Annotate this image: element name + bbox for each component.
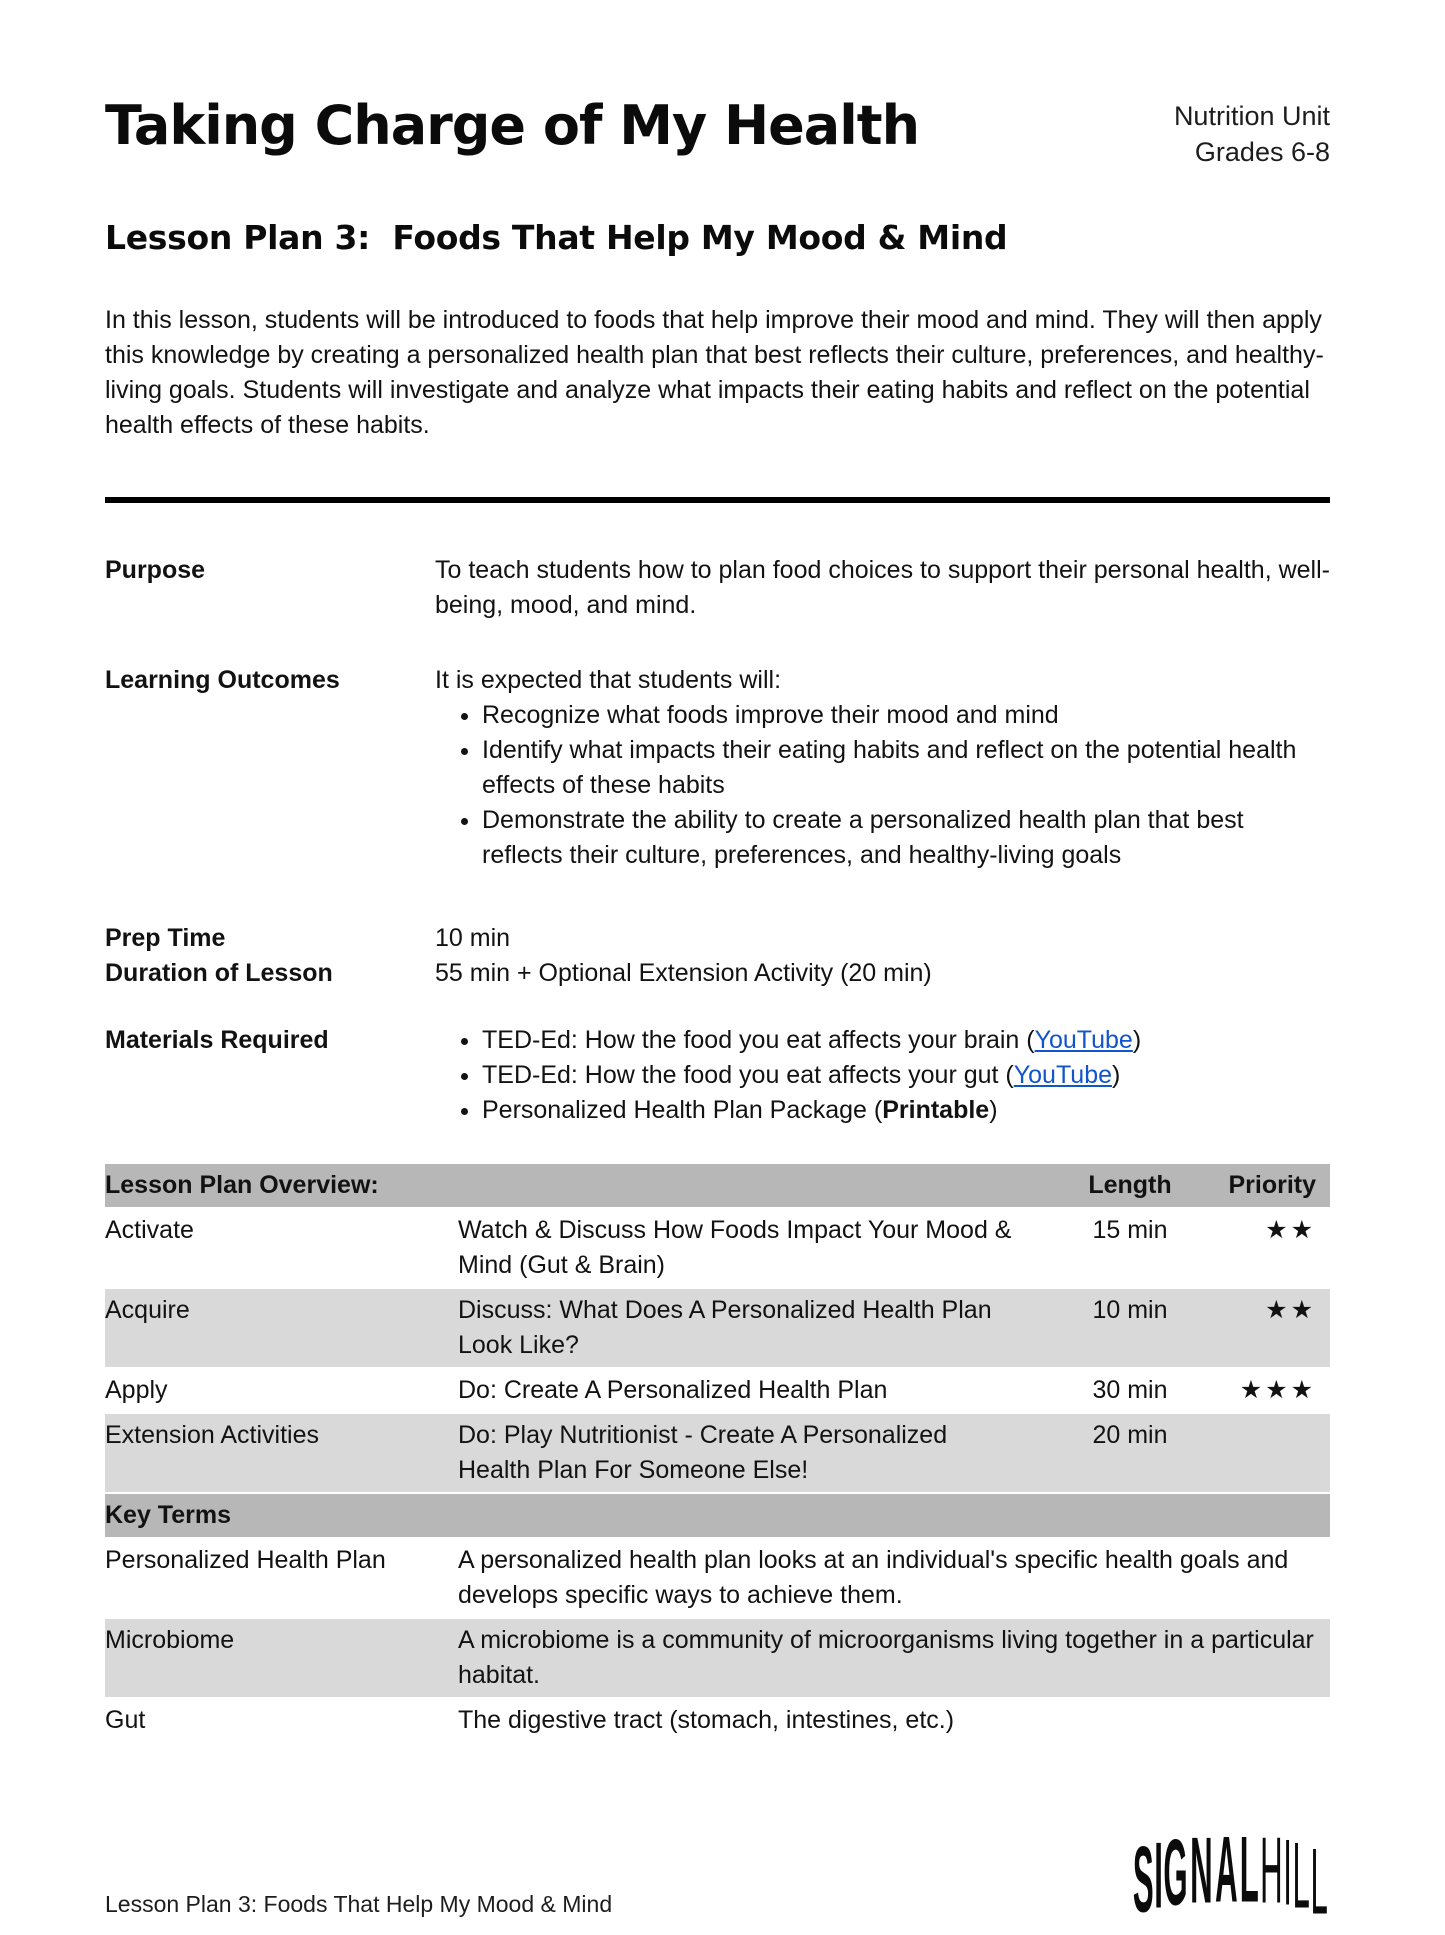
material-text: ) (1132, 1026, 1142, 1055)
unit-block (1174, 98, 1330, 171)
purpose-text: To teach students how to plan food choices to support their personal health, well-being, mood, and mind. (435, 556, 1330, 620)
printable-label: Printable (882, 1096, 990, 1125)
material-item (482, 1093, 1330, 1128)
activity-description: Discuss: What Does A Personalized Health Plan Look Like? (458, 1296, 992, 1360)
overview-row (105, 1367, 1330, 1412)
material-item (482, 1058, 1330, 1093)
youtube-link[interactable]: YouTube (1013, 1061, 1113, 1090)
overview-header-label: Lesson Plan Overview: (105, 1171, 379, 1200)
key-term-row (105, 1617, 1330, 1697)
logo-letter: G (1163, 1822, 1188, 1926)
overview-row (105, 1287, 1330, 1367)
activity-description: Do: Create A Personalized Health Plan (458, 1376, 888, 1405)
prep-time-label: Prep Time (105, 924, 226, 953)
activity-name: Extension Activities (105, 1421, 319, 1450)
material-item (482, 1023, 1330, 1058)
logo-letter: N (1190, 1820, 1213, 1924)
activity-length: 10 min (1092, 1296, 1168, 1325)
priority-column-header: Priority (1228, 1171, 1316, 1200)
logo-letter: H (1260, 1820, 1284, 1924)
page-footer (105, 1819, 1330, 1935)
lesson-heading: Lesson Plan 3: Foods That Help My Mood & Mind (105, 217, 1008, 257)
key-term-definition: The digestive tract (stomach, intestines, etc.) (458, 1706, 955, 1735)
activity-description: Watch & Discuss How Foods Impact Your Mood & Mind (Gut & Brain) (458, 1216, 1012, 1280)
logo-letter: I (1283, 1822, 1293, 1926)
footer-text: Lesson Plan 3: Foods That Help My Mood & Mind (105, 1890, 613, 1917)
purpose-row (105, 553, 1330, 623)
key-terms-header-label: Key Terms (105, 1501, 231, 1530)
logo-letter: L (1291, 1825, 1310, 1929)
activity-description: Do: Play Nutritionist - Create A Personalized Health Plan For Someone Else! (458, 1421, 948, 1485)
activity-length: 20 min (1092, 1421, 1168, 1450)
material-text: ) (989, 1096, 998, 1125)
overview-header-row (105, 1162, 1330, 1207)
activity-name: Acquire (105, 1296, 190, 1325)
signalhill-logo (1132, 1819, 1330, 1935)
activity-length: 30 min (1092, 1376, 1168, 1405)
logo-letter: L (1310, 1831, 1328, 1935)
key-term-row (105, 1537, 1330, 1617)
logo-letter: A (1215, 1819, 1238, 1923)
key-terms-header-row (105, 1492, 1330, 1537)
unit-label: Nutrition Unit (1173, 101, 1330, 131)
activity-name: Apply (105, 1376, 168, 1405)
duration-value: 55 min + Optional Extension Activity (20 min) (435, 959, 932, 988)
key-term-definition: A microbiome is a community of microorganisms living together in a particular habitat. (458, 1626, 1314, 1690)
prep-time-row (105, 921, 1330, 956)
material-text: ) (1112, 1061, 1121, 1090)
lesson-plan-overview-table (105, 1162, 1330, 1742)
key-term-row (105, 1697, 1330, 1742)
materials-list (435, 1023, 1330, 1128)
activity-priority-stars (1185, 1414, 1330, 1492)
materials-label: Materials Required (105, 1026, 329, 1055)
duration-row (105, 956, 1330, 991)
intro-paragraph: In this lesson, students will be introduced to foods that help improve their mood and mind. They will then apply this knowledge by creating a personalized health plan that best reflects their culture, preferences, and healthy-living goals. Students will investigate and analyze what impacts their eating habits and reflect on the potential health effects of these habits. (105, 306, 1324, 440)
page-header (105, 96, 1330, 171)
activity-length: 15 min (1092, 1216, 1168, 1245)
outcome-item: • Identify what impacts their eating habits and reflect on the potential health effects of these habits (482, 733, 1330, 803)
logo-letter: L (1239, 1819, 1259, 1923)
activity-priority-stars: ★★★ (1239, 1376, 1316, 1405)
material-text: TED-Ed: How the food you eat affects your gut ( (482, 1061, 1014, 1090)
material-text: Personalized Health Plan Package ( (482, 1096, 883, 1125)
section-divider (105, 497, 1330, 503)
activity-name: Activate (105, 1216, 194, 1245)
outcomes-intro: It is expected that students will: (435, 666, 782, 695)
materials-row (105, 1023, 1330, 1128)
key-terms-rows (105, 1537, 1330, 1742)
overview-row (105, 1207, 1330, 1287)
logo-letter: S (1133, 1829, 1155, 1933)
purpose-label: Purpose (105, 556, 206, 585)
overview-row (105, 1412, 1330, 1492)
key-term: Microbiome (105, 1626, 235, 1655)
outcomes-list (435, 698, 1330, 873)
youtube-link[interactable]: YouTube (1034, 1026, 1133, 1055)
outcomes-label: Learning Outcomes (105, 666, 340, 695)
key-term-definition: A personalized health plan looks at an individual's specific health goals and develops specific ways to achieve them. (458, 1546, 1289, 1610)
key-term: Personalized Health Plan (105, 1546, 386, 1575)
materials-content (435, 1023, 1330, 1128)
outcome-item: • Recognize what foods improve their mood and mind (482, 698, 1330, 733)
duration-label: Duration of Lesson (105, 959, 333, 988)
material-text: TED-Ed: How the food you eat affects your brain ( (482, 1026, 1035, 1055)
activity-priority-stars: ★★ (1265, 1216, 1316, 1245)
prep-time-value: 10 min (435, 924, 511, 953)
activity-priority-stars: ★★ (1265, 1296, 1316, 1325)
key-term: Gut (105, 1706, 146, 1735)
length-column-header: Length (1088, 1171, 1172, 1200)
outcomes-content (435, 663, 1330, 873)
page-title: Taking Charge of My Health (105, 94, 920, 157)
overview-rows (105, 1207, 1330, 1492)
grades-label: Grades 6-8 (1194, 137, 1330, 168)
outcomes-row (105, 663, 1330, 873)
logo-letter: I (1154, 1825, 1163, 1929)
outcome-item: • Demonstrate the ability to create a personalized health plan that best reflects their culture, preferences, and healthy-living goals (482, 803, 1330, 873)
